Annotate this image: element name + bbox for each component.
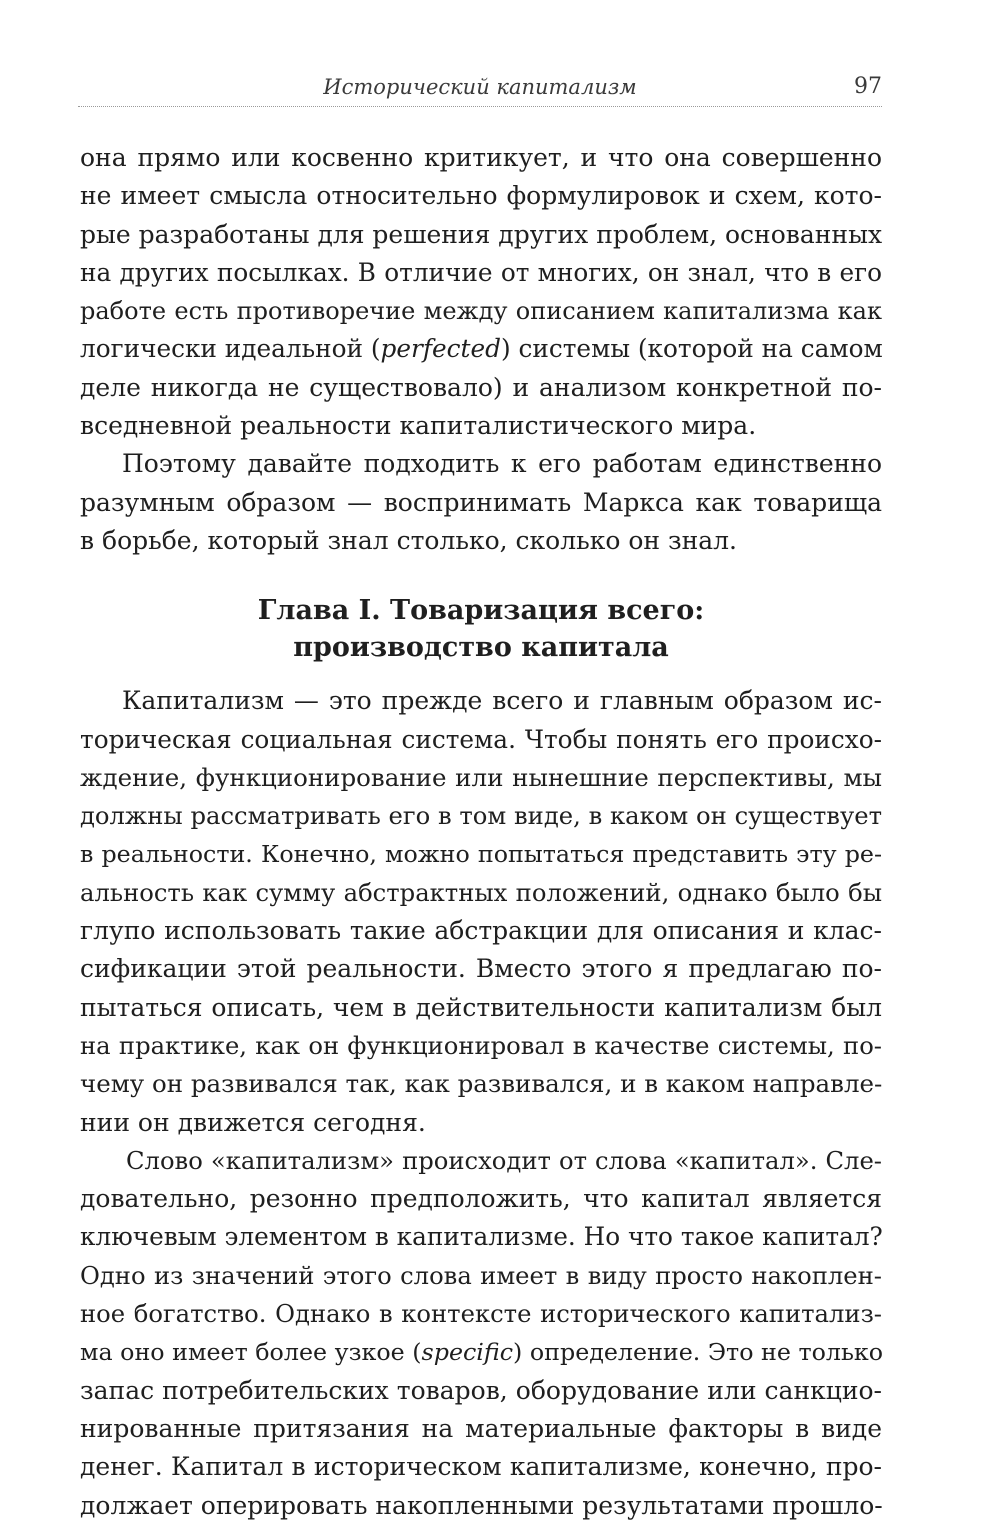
text-line: альность как сумму абстрактных положений, однако было бы xyxy=(80,877,882,907)
paragraph xyxy=(80,682,882,1142)
paragraph-continuation xyxy=(80,139,882,445)
text-line: разумным образом — воспринимать Маркса как товарища xyxy=(80,487,882,517)
text-line-with-emphasis xyxy=(80,330,882,368)
text-segment: логически идеальной ( xyxy=(80,334,381,364)
text-line: должает оперировать накопленными результатами прошло- xyxy=(80,1490,883,1520)
text-line: торическая социальная система. Чтобы понять его происхо- xyxy=(80,724,882,754)
text-line: Капитализм — это прежде всего и главным образом ис- xyxy=(122,686,882,716)
chapter-heading-line: Глава I. Товаризация всего: xyxy=(257,595,705,627)
text-line: на практике, как он функционировал в качестве системы, по- xyxy=(80,1030,882,1060)
text-line: нии он движется сегодня. xyxy=(80,1107,426,1137)
text-line: глупо использовать такие абстракции для описания и клас- xyxy=(80,916,882,946)
text-line: чему он развивался так, как развивался, и в каком направле- xyxy=(80,1069,883,1099)
running-title: Исторический капитализм xyxy=(323,75,637,99)
text-line: Поэтому давайте подходить к его работам единственно xyxy=(122,449,882,479)
page-number: 97 xyxy=(854,74,882,99)
text-line: пытаться описать, чем в действительности капитализм был xyxy=(80,992,882,1022)
text-line: в реальности. Конечно, можно попытаться представить эту ре- xyxy=(80,840,882,869)
text-line: вседневной реальности капиталистического мира. xyxy=(80,411,757,441)
body-text xyxy=(80,139,882,1525)
paragraph xyxy=(80,1142,882,1525)
text-segment: ) определение. Это не только xyxy=(513,1338,884,1367)
emphasis-term: perfected xyxy=(380,334,501,364)
paragraph xyxy=(80,445,882,560)
text-line: должны рассматривать его в том виде, в каком он существует xyxy=(80,801,882,831)
text-line: запас потребительских товаров, оборудование или санкцио- xyxy=(80,1375,882,1405)
text-line: в борьбе, который знал столько, сколько он знал. xyxy=(80,525,738,555)
text-line: ждение, функционирование или нынешние перспективы, мы xyxy=(80,762,882,792)
chapter-heading-line: производство капитала xyxy=(293,632,669,664)
text-line: на других посылках. В отличие от многих, он знал, что в его xyxy=(80,257,882,287)
text-line: Слово «капитализм» происходит от слова «капитал». Сле- xyxy=(126,1145,882,1175)
text-line: работе есть противоречие между описанием капитализма как xyxy=(80,297,882,326)
text-line: нированные притязания на материальные факторы в виде xyxy=(80,1413,882,1443)
text-segment: ма оно имеет более узкое ( xyxy=(80,1338,422,1367)
text-line: Одно из значений этого слова имеет в виду просто накоплен- xyxy=(80,1260,882,1290)
text-line: денег. Капитал в историческом капитализме, конечно, про- xyxy=(80,1452,882,1482)
text-line: сификации этой реальности. Вместо этого я предлагаю по- xyxy=(80,954,882,984)
chapter-heading xyxy=(80,592,882,666)
text-line: ное богатство. Однако в контексте исторического капитализ- xyxy=(80,1299,882,1329)
running-header xyxy=(78,72,882,107)
text-line: довательно, резонно предположить, что капитал является xyxy=(80,1184,882,1214)
text-line: рые разработаны для решения других проблем, основанных xyxy=(80,219,883,249)
text-line: ключевым элементом в капитализме. Но что такое капитал? xyxy=(80,1222,883,1252)
emphasis-term: specific xyxy=(421,1338,514,1367)
text-line: она прямо или косвенно критикует, и что она совершенно xyxy=(80,143,882,172)
text-segment: ) системы (которой на самом xyxy=(500,334,883,364)
text-line: не имеет смысла относительно формулировок и схем, кото- xyxy=(80,181,882,211)
text-line: деле никогда не существовало) и анализом конкретной по- xyxy=(80,372,882,402)
text-line-with-emphasis xyxy=(80,1333,882,1371)
